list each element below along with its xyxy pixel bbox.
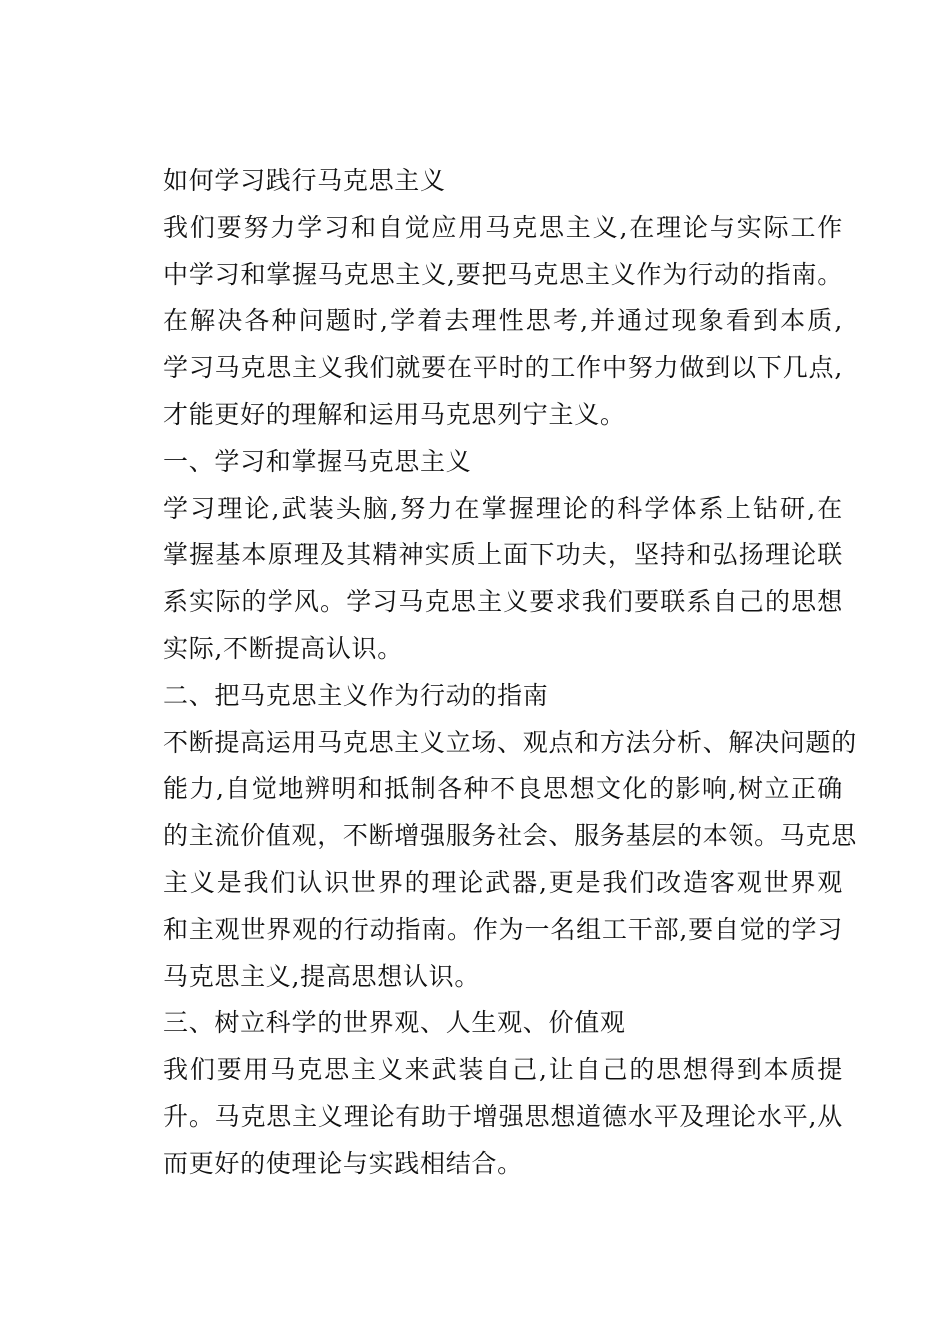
section2-line: 的主流价值观，不断增强服务社会、服务基层的本领。马克思 xyxy=(163,821,857,851)
section2-line: 和主观世界观的行动指南。作为一名组工干部,要自觉的学习 xyxy=(163,914,843,944)
section2-line: 不断提高运用马克思主义立场、观点和方法分析、解决问题的 xyxy=(163,727,857,757)
section2-line: 能力,自觉地辨明和抵制各种不良思想文化的影响,树立正确 xyxy=(163,774,843,804)
intro-line: 学习马克思主义我们就要在平时的工作中努力做到以下几点, xyxy=(163,353,843,383)
document-body xyxy=(163,158,857,1188)
section2-line: 主义是我们认识世界的理论武器,更是我们改造客观世界观 xyxy=(163,867,843,897)
document-title: 如何学习践行马克思主义 xyxy=(163,166,446,195)
intro-line: 才能更好的理解和运用马克思列宁主义。 xyxy=(163,399,626,429)
intro-line: 中学习和掌握马克思主义,要把马克思主义作为行动的指南。 xyxy=(163,259,843,289)
intro-line: 我们要努力学习和自觉应用马克思主义,在理论与实际工作 xyxy=(163,212,843,242)
section1-line: 掌握基本原理及其精神实质上面下功夫，坚持和弘扬理论联 xyxy=(163,540,843,570)
section-heading-2: 二、把马克思主义作为行动的指南 xyxy=(163,680,549,710)
section3-line: 升。马克思主义理论有助于增强思想道德水平及理论水平,从 xyxy=(163,1101,843,1131)
section1-line: 学习理论,武装头脑,努力在掌握理论的科学体系上钻研,在 xyxy=(163,493,843,523)
section-heading-3: 三、树立科学的世界观、人生观、价值观 xyxy=(163,1008,626,1038)
section2-line: 马克思主义,提高思想认识。 xyxy=(163,961,481,991)
section1-line: 系实际的学风。学习马克思主义要求我们要联系自己的思想 xyxy=(163,587,843,617)
section1-line: 实际,不断提高认识。 xyxy=(163,633,403,663)
section3-line: 而更好的使理论与实践相结合。 xyxy=(163,1148,523,1178)
section3-line: 我们要用马克思主义来武装自己,让自己的思想得到本质提 xyxy=(163,1055,843,1085)
section-heading-1: 一、学习和掌握马克思主义 xyxy=(163,446,472,476)
intro-line: 在解决各种问题时,学着去理性思考,并通过现象看到本质, xyxy=(163,306,843,336)
